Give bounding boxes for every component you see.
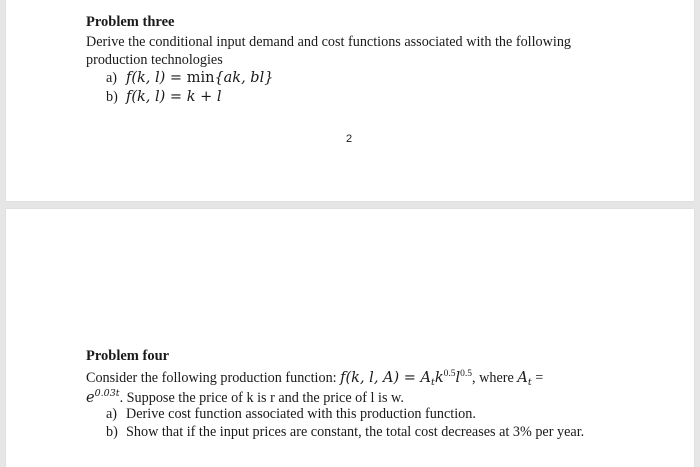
subscript-t: t — [431, 377, 435, 388]
item-text: Derive cost function associated with this production function. — [126, 406, 476, 422]
exponent-l: 0.5 — [460, 369, 473, 379]
variable-k: k — [434, 370, 444, 386]
equals-sign: = — [531, 370, 544, 386]
exponent-growth: 0.03t — [94, 388, 120, 399]
problem-four-heading: Problem four — [86, 348, 170, 364]
page-number: 2 — [346, 133, 353, 145]
math-min-args: {ak, bl} — [214, 70, 274, 86]
price-statement: . Suppose the price of k is r and the price of l is w. — [119, 390, 404, 406]
subscript-t: t — [527, 377, 532, 388]
production-function-lhs: f(k, l, A) = A — [340, 370, 432, 386]
problem-three-item-b — [106, 89, 222, 106]
math-min-function: min — [186, 70, 215, 86]
problem-four-line2 — [86, 388, 404, 407]
where-text: , where — [472, 370, 518, 386]
exponent-k: 0.5 — [443, 369, 456, 379]
problem-three-text-line1: Derive the conditional input demand and cost functions associated with the following — [86, 34, 572, 50]
problem-four-item-b — [106, 424, 584, 441]
problem-three-heading: Problem three — [86, 14, 175, 30]
item-label: b) — [106, 89, 118, 105]
item-label: b) — [106, 424, 118, 440]
item-text: Show that if the input prices are constant, the total cost decreases at 3% per year. — [126, 424, 585, 440]
problem-four-item-a — [106, 406, 476, 423]
problem-four-line1 — [86, 369, 543, 388]
math-expression-lhs: f(k, l) = — [126, 89, 187, 105]
document-page-bottom — [6, 209, 694, 467]
variable-l: l — [455, 370, 461, 386]
item-label: a) — [106, 70, 118, 86]
problem-three-text-line2: production technologies — [86, 52, 223, 68]
euler-e: e — [86, 390, 95, 406]
item-label: a) — [106, 406, 118, 422]
math-expression-lhs: f(k, l) = — [126, 70, 187, 86]
variable-A: A — [517, 370, 528, 386]
math-expression-rhs: k + l — [186, 89, 222, 105]
problem-three-item-a — [106, 70, 273, 87]
document-page-top — [6, 0, 694, 201]
problem-four-intro-text: Consider the following production function: — [86, 370, 341, 386]
